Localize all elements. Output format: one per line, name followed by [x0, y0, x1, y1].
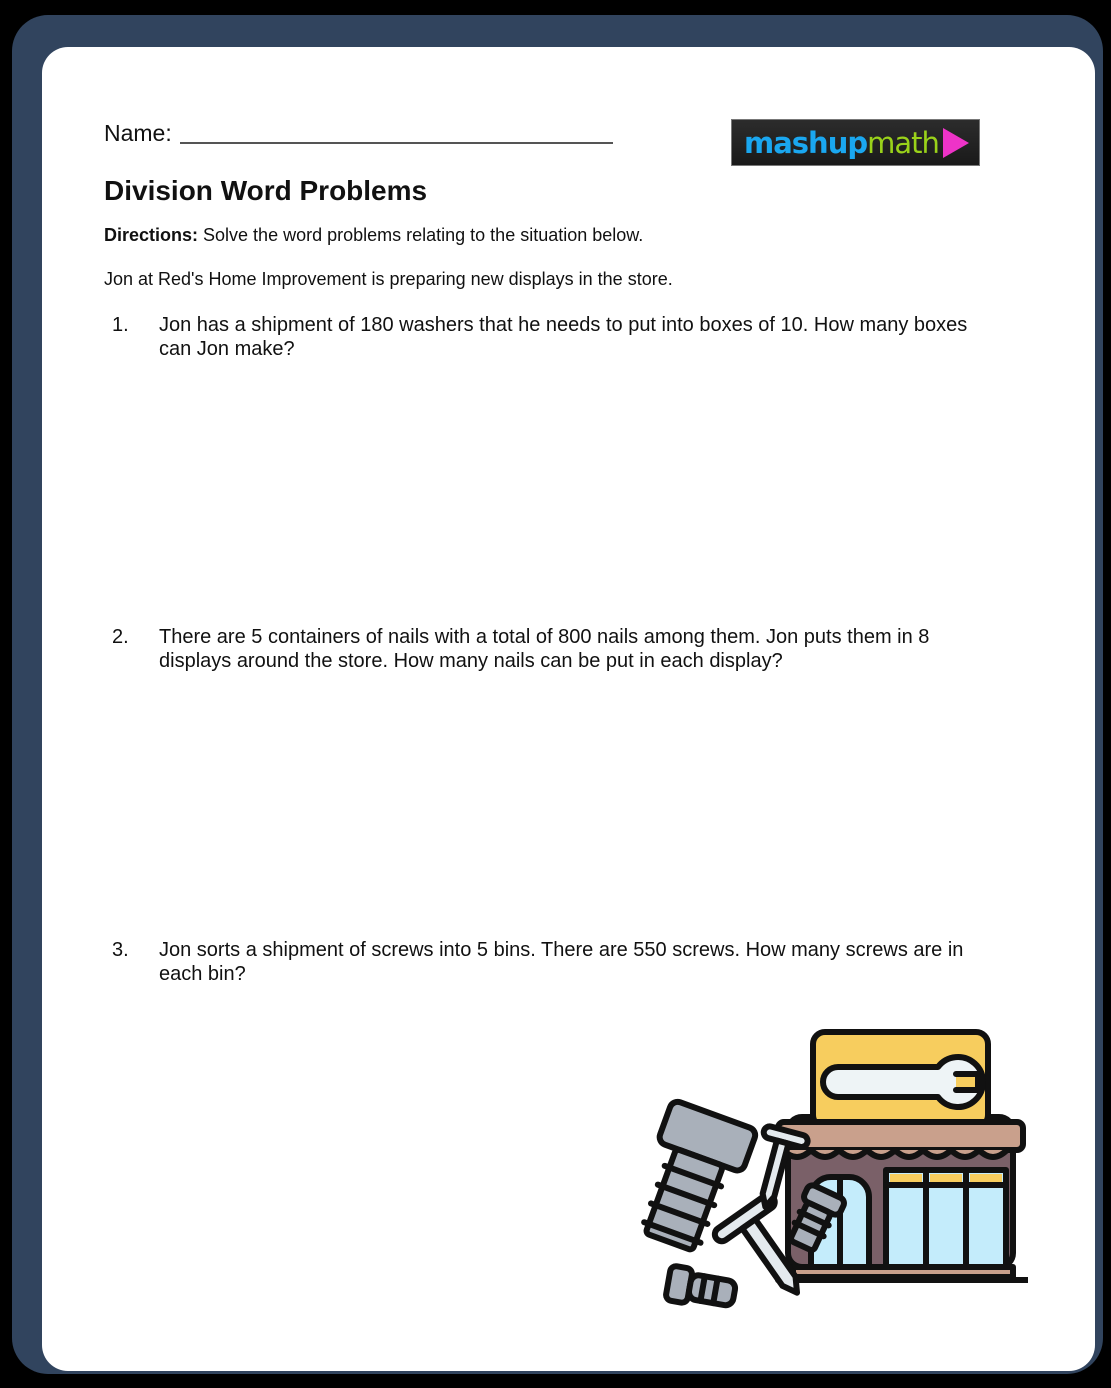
problem-text: There are 5 containers of nails with a total of 800 nails among them. Jon puts them in 8 displays around the store. How many nails can be put in each display?	[159, 626, 930, 672]
document-frame	[12, 15, 1103, 1374]
directions-label: Directions:	[104, 225, 199, 245]
problem-text: Jon has a shipment of 180 washers that he needs to put into boxes of 10. How many boxes can Jon make?	[159, 314, 968, 360]
logo-text-math: math	[867, 125, 939, 160]
mashupmath-logo	[731, 119, 980, 166]
situation-text: Jon at Red's Home Improvement is preparing new displays in the store.	[104, 269, 673, 289]
problem-3	[104, 938, 984, 986]
problem-number: 2.	[112, 626, 129, 648]
problem-number: 3.	[112, 939, 129, 961]
worksheet-page	[42, 47, 1095, 1371]
problem-2	[104, 625, 984, 673]
directions	[104, 225, 643, 246]
problem-text: Jon sorts a shipment of screws into 5 bins. There are 550 screws. How many screws are in each bin?	[159, 939, 964, 985]
worksheet-title: Division Word Problems	[104, 175, 428, 206]
problem-1	[104, 313, 984, 361]
name-row	[104, 119, 613, 147]
name-blank-line[interactable]	[180, 142, 613, 144]
name-label: Name:	[104, 120, 172, 146]
play-triangle-icon	[943, 128, 969, 158]
directions-text: Solve the word problems relating to the situation below.	[198, 225, 644, 245]
logo-text-mashup: mashup	[744, 125, 868, 160]
hardware-store-icon	[628, 1022, 1028, 1322]
problem-number: 1.	[112, 314, 129, 336]
